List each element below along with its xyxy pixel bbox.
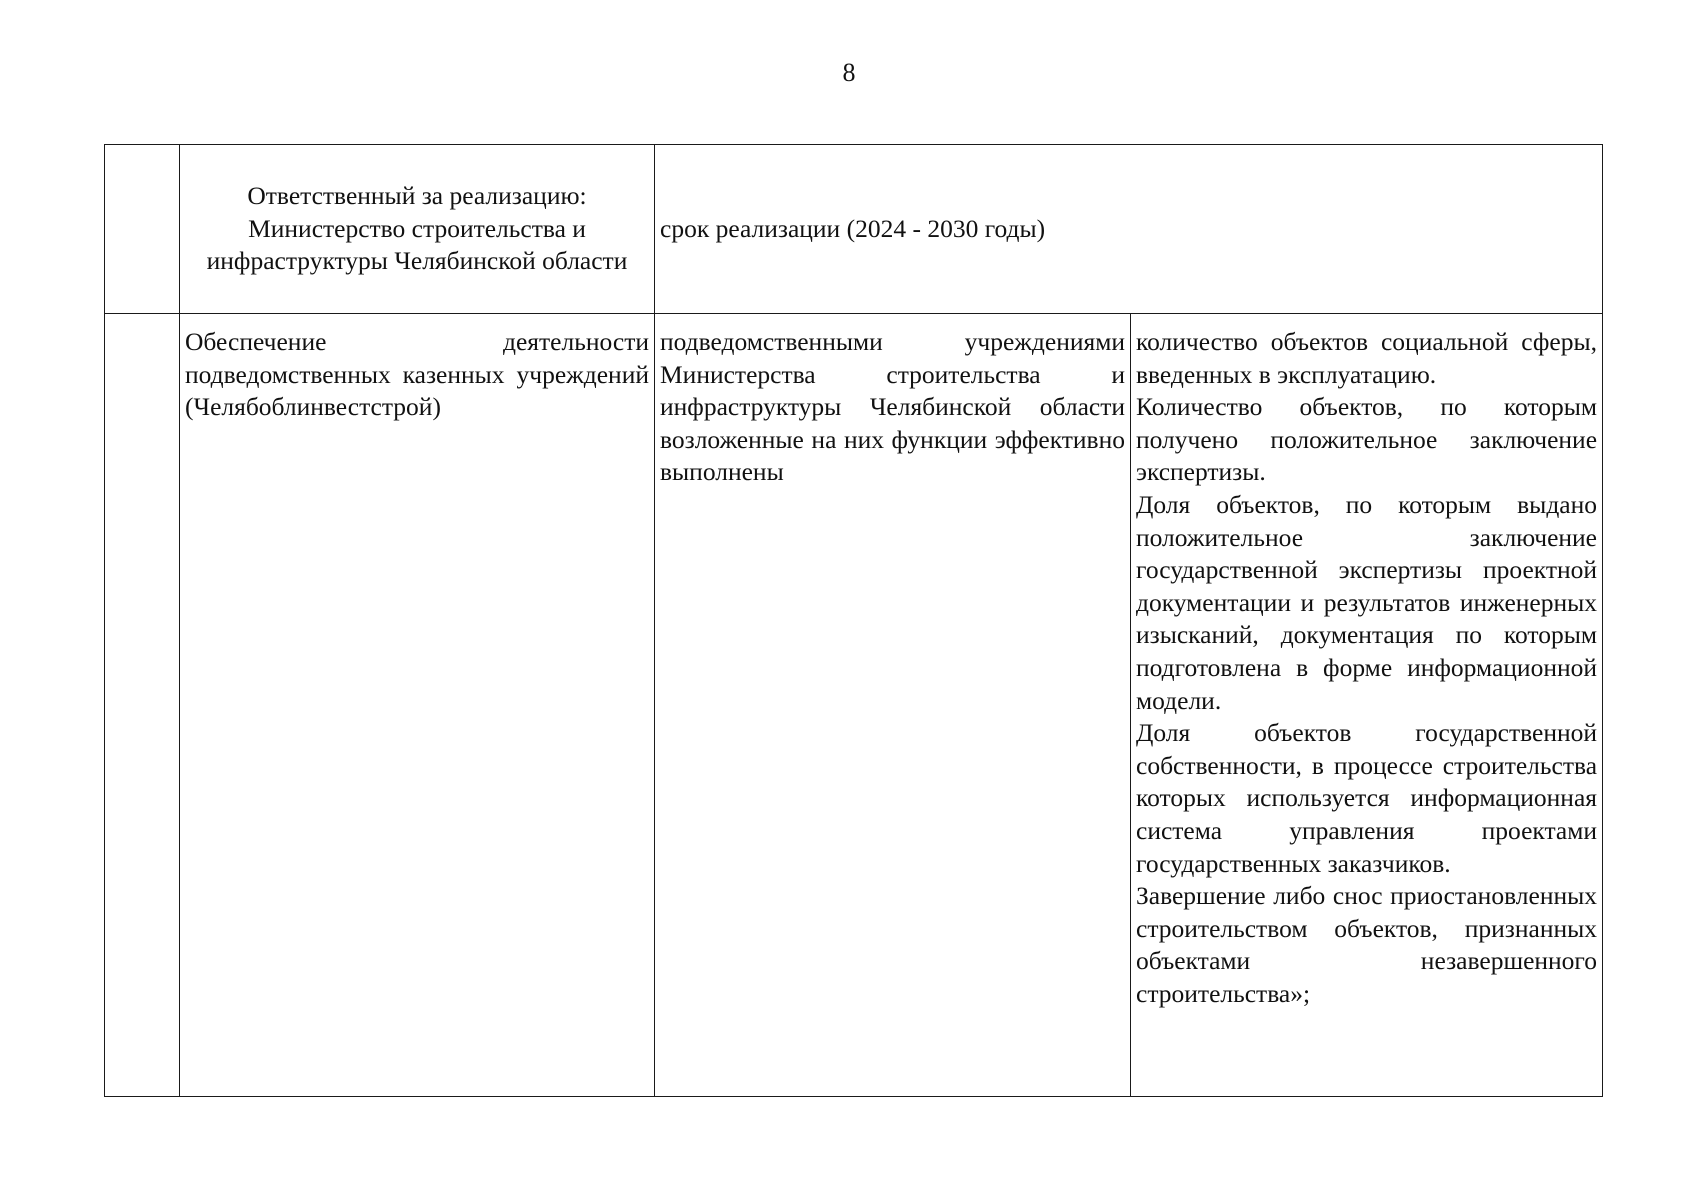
- effect-cell: подведомственными учреждениями Министерства строительства и инфраструктуры Челябинской области возложенные на них функции эффективно выполнены: [655, 314, 1131, 1097]
- task-cell: Обеспечение деятельности подведомственных казенных учреждений (Челябоблинвестстрой): [180, 314, 655, 1097]
- empty-index-cell: [105, 314, 180, 1097]
- empty-index-cell: [105, 145, 180, 314]
- responsible-cell: Ответственный за реализацию: Министерство строительства и инфраструктуры Челябинской области: [180, 145, 655, 314]
- indicators-cell: [1131, 314, 1603, 1097]
- program-table: [104, 144, 1603, 1097]
- indicator-item: количество объектов социальной сферы, введенных в эксплуатацию.: [1136, 327, 1598, 389]
- page-number: 8: [842, 58, 856, 87]
- indicator-item: Доля объектов, по которым выдано положительное заключение государственной экспертизы проектной документации и результатов инженерных изысканий, документация по которым подготовлена в форме информационной модели.: [1136, 489, 1598, 715]
- indicator-item: Доля объектов государственной собственности, в процессе строительства которых используется информационная система управления проектами государственных заказчиков.: [1136, 718, 1598, 878]
- period-cell: срок реализации (2024 - 2030 годы): [655, 145, 1603, 314]
- table-row: [105, 314, 1603, 1097]
- indicator-item: Количество объектов, по которым получено положительное заключение экспертизы.: [1136, 392, 1598, 487]
- indicator-item: Завершение либо снос приостановленных строительством объектов, признанных объектами незавершенного строительства»;: [1136, 881, 1598, 1008]
- table-header-row: [105, 145, 1603, 314]
